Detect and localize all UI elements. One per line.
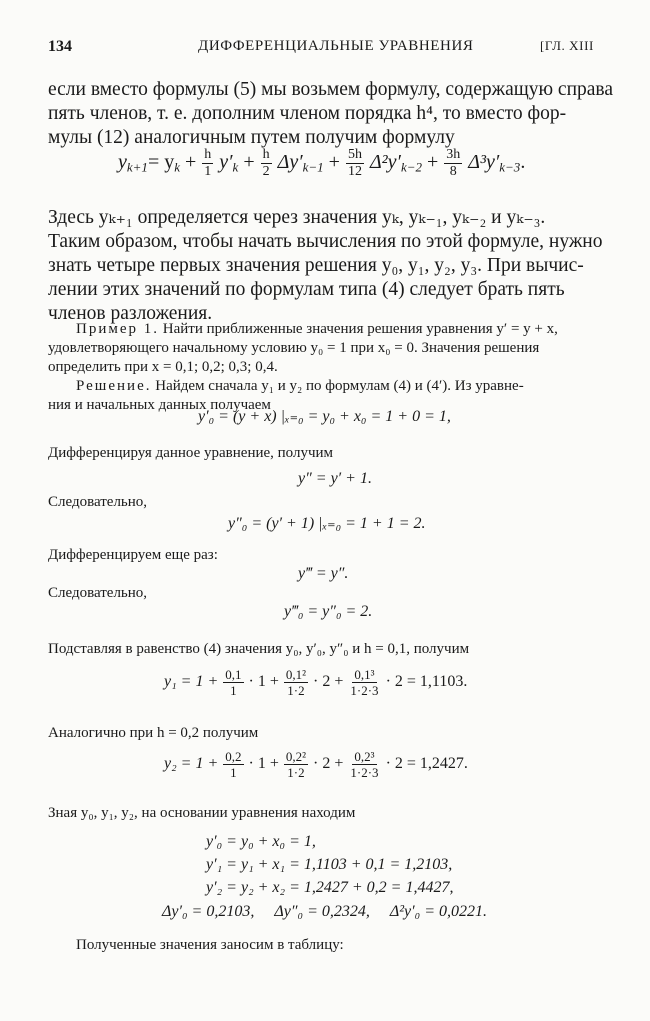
equation-9: y′₁ = y₁ + x₁ = 1,1103 + 0,1 = 1,2103, (206, 856, 453, 873)
equation-3: y″₀ = (y′ + 1) |ₓ₌₀ = 1 + 1 = 2. (228, 515, 426, 532)
text-therefore-1: Следовательно, (48, 494, 148, 510)
text-knowing: Зная y₀, y₁, y₂, на основании уравнения находим (48, 805, 356, 821)
main-formula: $y_{k+1}= y_k$ + $\frac{h}{1}$ $y'_k$ + $\frac{h}{2}$ $\Delta y'_{k-1}$ + $\frac{5h}{12}$ $\Delta^2y'_{k-2}$ + $\frac{3h}{8}$ $\Delta^3y'_{k-3}$. (118, 147, 526, 179)
example-line: Пример 1. Найти приближенные значения решения уравнения y′ = y + x, (76, 321, 558, 337)
equation-2: y″ = y′ + 1. (298, 470, 372, 487)
text-line: пять членов, т. е. дополним членом порядка h⁴, то вместо фор- (48, 103, 567, 124)
solution-line: Решение. Найдем сначала y₁ и y₂ по формулам (4) и (4′). Из уравне- (76, 378, 524, 394)
text-table-intro: Полученные значения заносим в таблицу: (76, 937, 344, 953)
paragraph-intro (48, 78, 614, 150)
equation-10: y′₂ = y₂ + x₂ = 1,2427 + 0,2 = 1,4427, (206, 879, 454, 896)
text-line: мулы (12) аналогичным путем получим формулу (48, 127, 455, 148)
paragraph-explanation (48, 206, 608, 326)
text-line: Здесь yₖ₊₁ определяется через значения yₖ, yₖ₋₁, yₖ₋₂ и yₖ₋₃. (48, 207, 546, 228)
solution-label: Решение. (76, 378, 152, 394)
text-therefore-2: Следовательно, (48, 585, 148, 601)
text-substituting: Подставляя в равенство (4) значения y₀, y′₀, y″₀ и h = 0,1, получим (48, 641, 470, 657)
text-similarly: Аналогично при h = 0,2 получим (48, 725, 259, 741)
text-differentiating: Дифференцируя данное уравнение, получим (48, 445, 334, 461)
example-line: удовлетворяющего начальному условию y₀ = 1 при x₀ = 0. Значения решения (48, 340, 540, 356)
page-number: 134 (48, 38, 72, 55)
text-differentiate-again: Дифференцируем еще раз: (48, 547, 218, 563)
example-label: Пример 1. (76, 321, 160, 337)
equation-4: y‴ = y″. (298, 565, 349, 582)
running-title: ДИФФЕРЕНЦИАЛЬНЫЕ УРАВНЕНИЯ (198, 38, 474, 54)
equation-11: Δy′₀ = 0,2103, Δy″₀ = 0,2324, Δ²y′₀ = 0,0221. (162, 903, 488, 920)
text-line: знать четыре первых значения решения y₀, y₁, y₂, y₃. При вычис- (48, 255, 584, 276)
chapter-label: [ГЛ. XIII (540, 38, 594, 53)
text-line: Таким образом, чтобы начать вычисления по этой формуле, нужно (48, 231, 603, 252)
solution-line: ния и начальных данных получаем (48, 397, 271, 413)
equation-6: y₁ = 1 + $\frac{0,1}{1}$ · 1 + $\frac{\text{0,1²}}{1\cdot 2}$ · 2 + $\frac{\text{0,1³}}{1\cdot 2\cdot 3}$ · 2 = 1,1103. (164, 667, 468, 698)
text-line: если вместо формулы (5) мы возьмем формулу, содержащую справа (48, 79, 614, 100)
equation-8: y′₀ = y₀ + x₀ = 1, (206, 833, 316, 850)
equation-5: y‴₀ = y″₀ = 2. (284, 603, 373, 620)
example-block (48, 320, 608, 415)
text-line: лении этих значений по формулам типа (4) следует брать пять (48, 279, 565, 300)
equation-7: y₂ = 1 + $\frac{0,2}{1}$ · 1 + $\frac{\text{0,2²}}{1\cdot 2}$ · 2 + $\frac{\text{0,2³}}{1\cdot 2\cdot 3}$ · 2 = 1,2427. (164, 749, 468, 780)
text-line: членов разложения. (48, 303, 213, 324)
example-line: определить при x = 0,1; 0,2; 0,3; 0,4. (48, 359, 278, 375)
equation-1: y′₀ = (y + x) |ₓ₌₀ = y₀ + x₀ = 1 + 0 = 1, (198, 408, 451, 425)
